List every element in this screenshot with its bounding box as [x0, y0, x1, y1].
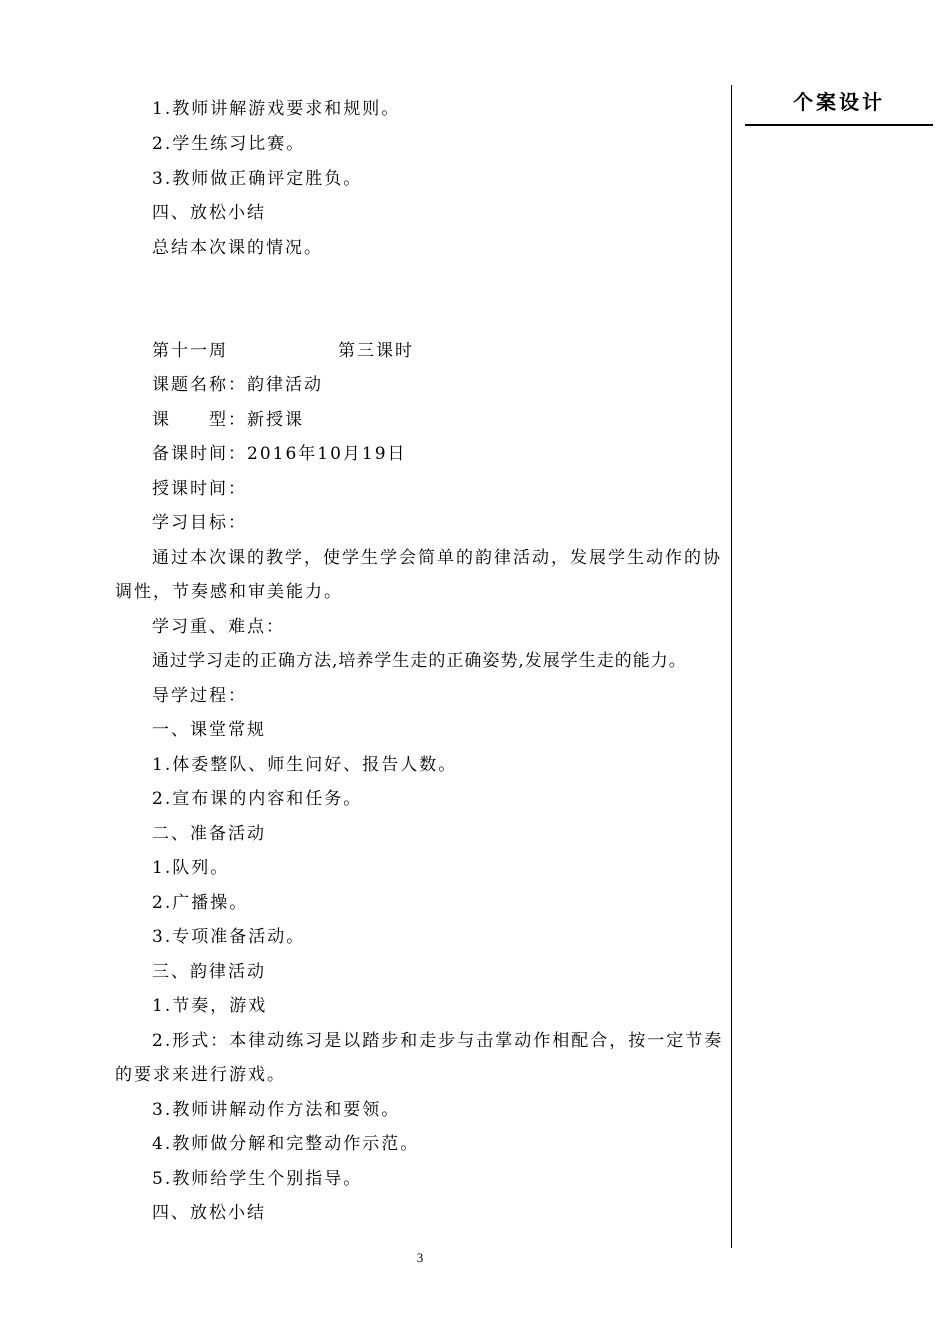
topic-line: 课题名称：韵律活动 — [152, 375, 323, 395]
text-line: 2.广播操。 — [152, 893, 249, 913]
text-line: 总结本次课的情况。 — [152, 238, 323, 258]
page-number: 3 — [416, 1250, 424, 1265]
prep-time-line: 备课时间：2016年10月19日 — [152, 444, 407, 464]
text-line: 的要求来进行游戏。 — [115, 1065, 286, 1085]
section-heading: 二、准备活动 — [152, 824, 266, 844]
week-label: 第十一周 — [152, 341, 228, 361]
section-heading: 三、韵律活动 — [152, 962, 266, 982]
sidebar-rule — [745, 124, 933, 126]
text-line: 4.教师做分解和完整动作示范。 — [152, 1134, 420, 1154]
text-line: 1.体委整队、师生问好、报告人数。 — [152, 755, 458, 775]
text-line: 3.教师讲解动作方法和要领。 — [152, 1100, 401, 1120]
sidebar-title: 个案设计 — [793, 90, 885, 114]
text-line: 2.形式：本律动练习是以踏步和走步与击掌动作相配合，按一定节奏 — [152, 1031, 724, 1051]
teach-time-line: 授课时间： — [152, 479, 247, 499]
text-line: 1.节奏，游戏 — [152, 996, 268, 1016]
text-line: 1.教师讲解游戏要求和规则。 — [152, 99, 401, 119]
text-line: 通过学习走的正确方法,培养学生走的正确姿势,发展学生走的能力。 — [152, 651, 687, 671]
period-label: 第三课时 — [338, 341, 414, 361]
text-line: 3.专项准备活动。 — [152, 927, 306, 947]
text-line: 四、放松小结 — [152, 203, 266, 223]
lesson-header — [152, 340, 414, 362]
text-line: 调性，节奏感和审美能力。 — [115, 582, 343, 602]
text-line: 通过本次课的教学，使学生学会简单的韵律活动，发展学生动作的协 — [152, 548, 722, 568]
text-line: 2.宣布课的内容和任务。 — [152, 789, 363, 809]
goal-heading: 学习目标： — [152, 513, 247, 533]
column-divider — [731, 85, 732, 1248]
text-line: 5.教师给学生个别指导。 — [152, 1169, 363, 1189]
key-heading: 学习重、难点： — [152, 617, 285, 637]
section-heading: 一、课堂常规 — [152, 720, 266, 740]
text-line: 1.队列。 — [152, 858, 230, 878]
type-line: 课 型：新授课 — [152, 410, 304, 430]
text-line: 2.学生练习比赛。 — [152, 134, 306, 154]
process-heading: 导学过程： — [152, 686, 247, 706]
section-heading: 四、放松小结 — [152, 1203, 266, 1223]
text-line: 3.教师做正确评定胜负。 — [152, 169, 363, 189]
